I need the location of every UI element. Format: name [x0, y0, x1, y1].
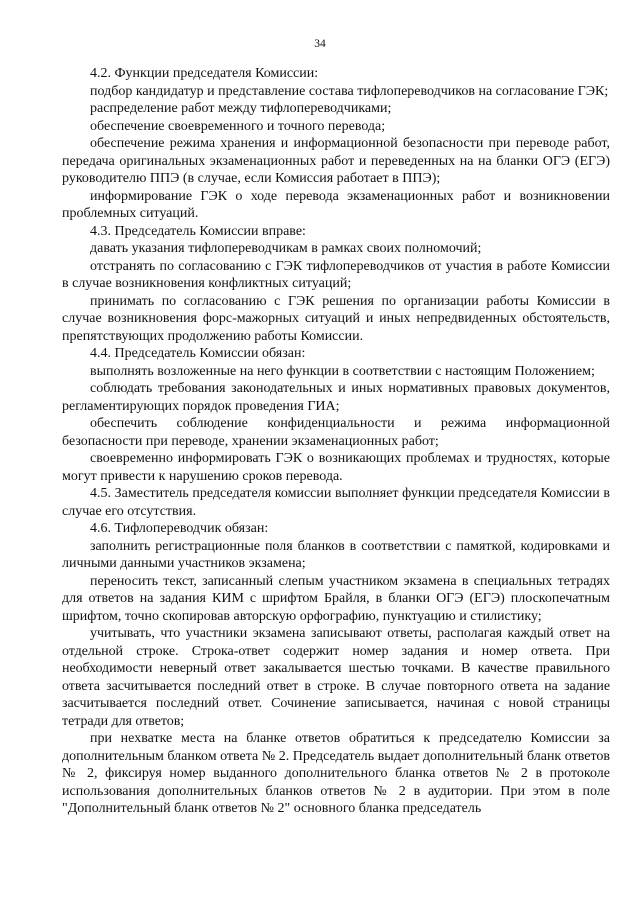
section-heading-4-4: 4.4. Председатель Комиссии обязан: — [90, 346, 306, 361]
paragraph: соблюдать требования законодательных и иных нормативных правовых документов, регламентирующих порядок проведения ГИА; — [62, 381, 610, 414]
paragraph: своевременно информировать ГЭК о возникающих проблемах и трудностях, которые могут привести к нарушению сроков перевода. — [62, 451, 610, 484]
paragraph: заполнить регистрационные поля бланков в соответствии с памяткой, кодировками и личными данными участников экзамена; — [62, 538, 610, 571]
section-heading-4-3: 4.3. Председатель Комиссии вправе: — [90, 223, 306, 239]
paragraph: давать указания тифлопереводчикам в рамках своих полномочий; — [90, 241, 482, 256]
paragraph: выполнять возложенные на него функции в соответствии с настоящим Положением; — [90, 363, 595, 379]
paragraph: обеспечение режима хранения и информационной безопасности при переводе работ, передача оригинальных экзаменационных работ и переведенных на на бланки ОГЭ (ЕГЭ) руководителю ППЭ (в случае, если Комиссия работает в ППЭ); — [62, 136, 610, 186]
paragraph: принимать по согласованию с ГЭК решения по организации работы Комиссии в случае возникновения форс-мажорных ситуаций и иных непредвиденных обстоятельств, препятствующих продолжению работы Комиссии. — [62, 293, 610, 344]
paragraph: переносить текст, записанный слепым участником экзамена в специальных тетрадях для ответов на задания КИМ с шрифтом Брайля, в бланки ОГЭ (ЕГЭ) плоскопечатным шрифтом, точно скопировав авторскую орфографию, пунктуацию и стилистику; — [62, 573, 610, 624]
paragraph: при нехватке места на бланке ответов обратиться к председателю Комиссии за дополнительным бланком ответа № 2. Председатель выдает дополнительный бланк ответов № 2, фиксируя номер выданного дополнительного бланка ответов № 2 в протоколе использования дополнительных бланков ответов № 2 в аудитории. При этом в поле "Дополнительный бланк ответов № 2" основного бланка председатель — [62, 731, 610, 816]
page-number: 34 — [314, 38, 326, 50]
paragraph: обеспечить соблюдение конфиденциальности и режима информационной безопасности при переводе, хранении экзаменационных работ; — [62, 416, 610, 449]
paragraph: учитывать, что участники экзамена записывают ответы, располагая каждый ответ на отдельной строке. Строка-ответ содержит номер задания и номер ответа. При необходимости неверный ответ закалывается шестью точками. В качестве правильного ответа засчитывается последний ответ в строке. В случае повторного ответа на задание засчитывается последний ответ. Сочинение записывается, начиная с новой страницы тетради для ответов; — [62, 626, 610, 729]
section-heading-4-6: 4.6. Тифлопереводчик обязан: — [90, 521, 269, 536]
paragraph: информирование ГЭК о ходе перевода экзаменационных работ и возникновении проблемных ситуаций. — [62, 188, 610, 221]
document-body — [62, 65, 610, 818]
paragraph: обеспечение своевременного и точного перевода; — [90, 118, 386, 134]
paragraph: распределение работ между тифлопереводчиками; — [90, 101, 392, 116]
paragraph: подбор кандидатур и представление состава тифлопереводчиков на согласование ГЭК; — [90, 83, 609, 99]
paragraph: отстранять по согласованию с ГЭК тифлопереводчиков от участия в работе Комиссии в случае возникновения конфликтных ситуаций; — [62, 258, 610, 291]
section-4-5: 4.5. Заместитель председателя комиссии выполняет функции председателя Комиссии в случае его отсутствия. — [62, 486, 610, 519]
section-heading-4-2: 4.2. Функции председателя Комиссии: — [90, 66, 319, 81]
